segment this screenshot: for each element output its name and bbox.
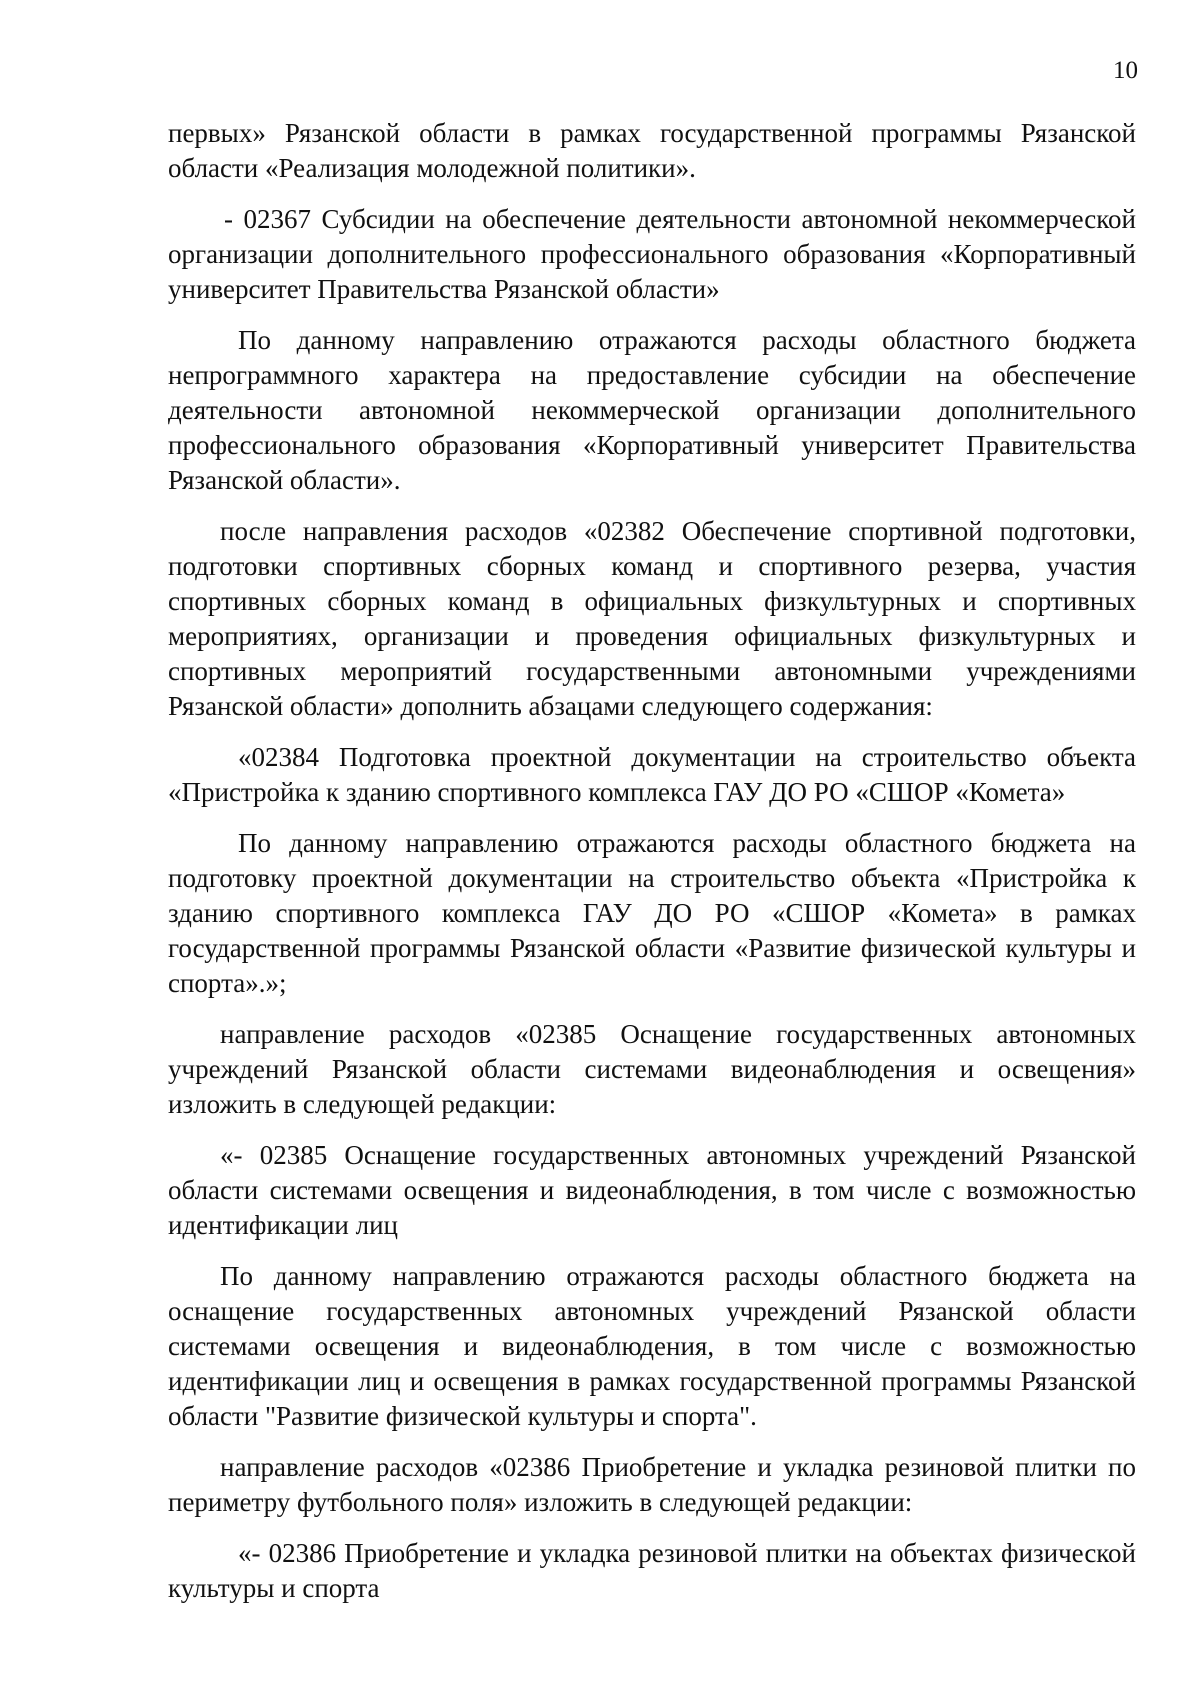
paragraph-02384-description: По данному направлению отражаются расходы областного бюджета на подготовку проектной документации на строительство объекта «Пристройка к зданию спортивного комплекса ГАУ ДО РО «СШОР «Комета» в рамках государственной программы Рязанской области «Развитие физической культуры и спорта».»;	[168, 828, 1136, 998]
paragraph-02367-heading: - 02367 Субсидии на обеспечение деятельности автономной некоммерческой организации дополнительного профессионального образования «Корпоративный университет Правительства Рязанской области»	[168, 204, 1136, 304]
document-body	[168, 116, 1136, 1622]
paragraph-02385-heading: «- 02385 Оснащение государственных автономных учреждений Рязанской области системами освещения и видеонаблюдения, в том числе с возможностью идентификации лиц	[168, 1140, 1136, 1240]
paragraph-02384-heading: «02384 Подготовка проектной документации на строительство объекта «Пристройка к зданию спортивного комплекса ГАУ ДО РО «СШОР «Комета»	[168, 742, 1136, 807]
paragraph-02385-description: По данному направлению отражаются расходы областного бюджета на оснащение государственных автономных учреждений Рязанской области системами освещения и видеонаблюдения, в том числе с возможностью идентификации лиц и освещения в рамках государственной программы Рязанской области "Развитие физической культуры и спорта".	[168, 1261, 1136, 1431]
paragraph-02382-amendment: после направления расходов «02382 Обеспечение спортивной подготовки, подготовки спортивных сборных команд и спортивного резерва, участия спортивных сборных команд в официальных физкультурных и спортивных мероприятиях, организации и проведения официальных физкультурных и спортивных мероприятий государственными автономными учреждениями Рязанской области» дополнить абзацами следующего содержания:	[168, 516, 1136, 721]
paragraph-02386-amendment: направление расходов «02386 Приобретение и укладка резиновой плитки по периметру футбольного поля» изложить в следующей редакции:	[168, 1452, 1136, 1517]
paragraph-continuation: первых» Рязанской области в рамках государственной программы Рязанской области «Реализация молодежной политики».	[168, 118, 1136, 183]
paragraph-02385-amendment: направление расходов «02385 Оснащение государственных автономных учреждений Рязанской области системами видеонаблюдения и освещения» изложить в следующей редакции:	[168, 1019, 1136, 1119]
page-number: 10	[1113, 57, 1138, 84]
paragraph-02386-heading: «- 02386 Приобретение и укладка резиновой плитки на объектах физической культуры и спорта	[168, 1538, 1136, 1603]
paragraph-02367-description: По данному направлению отражаются расходы областного бюджета непрограммного характера на предоставление субсидии на обеспечение деятельности автономной некоммерческой организации дополнительного профессионального образования «Корпоративный университет Правительства Рязанской области».	[168, 325, 1136, 495]
